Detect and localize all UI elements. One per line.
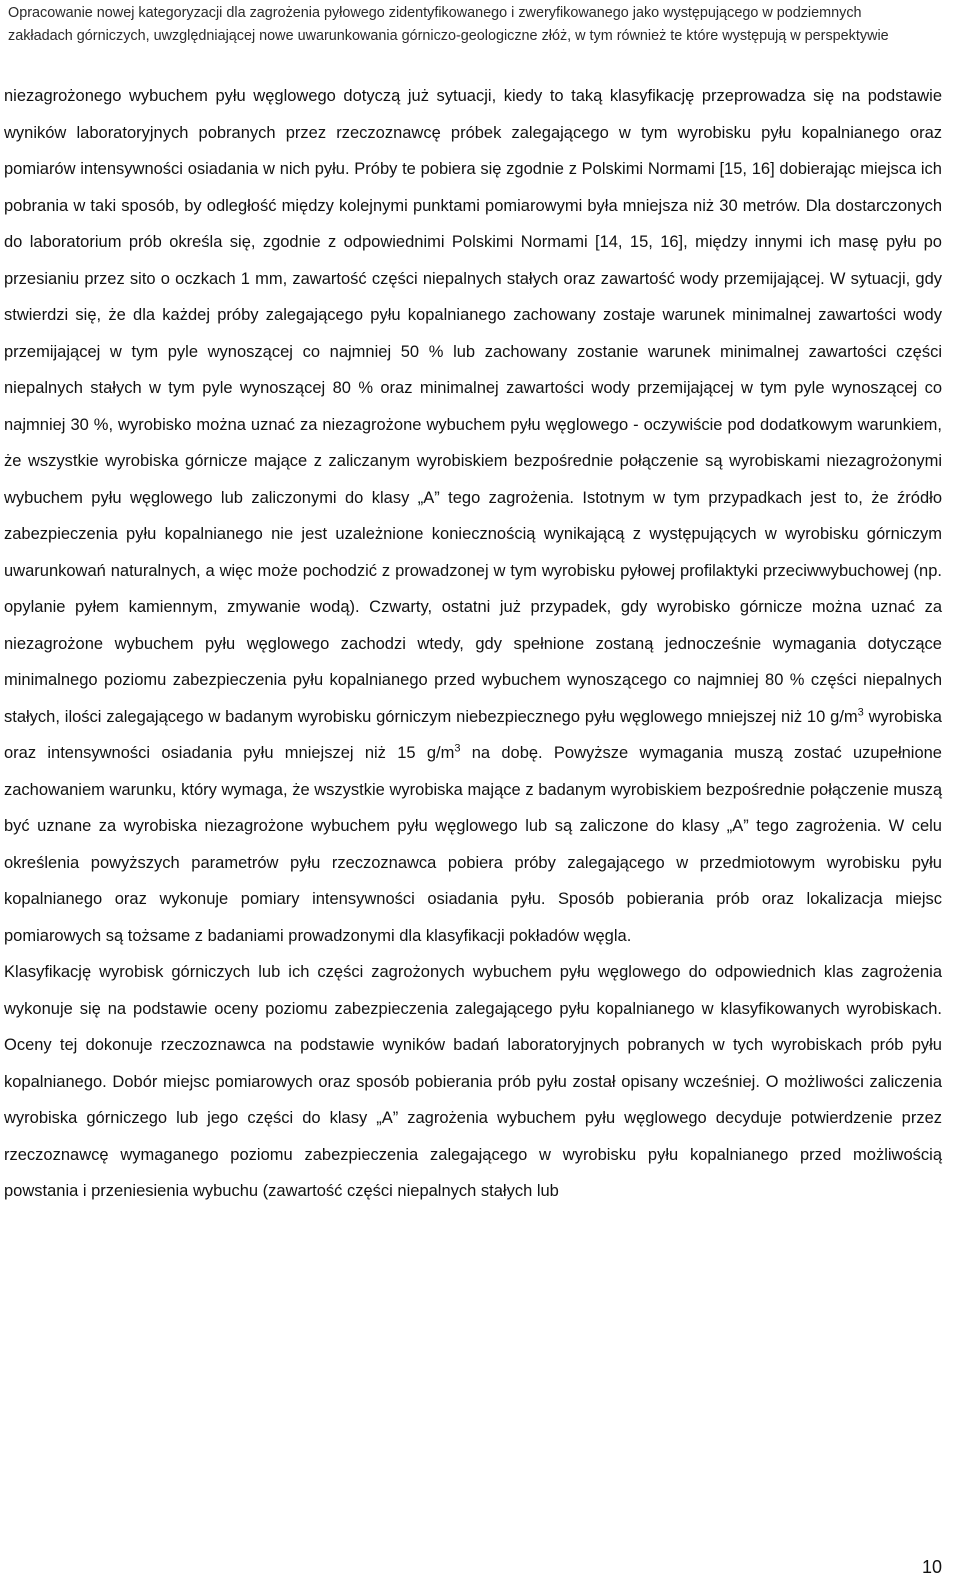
running-header-line-2: zakładach górniczych, uwzględniającej nowe uwarunkowania górniczo-geologiczne złóż, w tym również te które występują w perspektywie: [8, 28, 889, 44]
paragraph-2: Klasyfikację wyrobisk górniczych lub ich części zagrożonych wybuchem pyłu węglowego do odpowiednich klas zagrożenia wykonuje się na podstawie oceny poziomu zabezpieczenia zalegającego pyłu kopalnianego w klasyfikowanych wyrobiskach. Oceny tej dokonuje rzeczoznawca na podstawie wyników badań laboratoryjnych pobranych w tych wyrobiskach prób pyłu kopalnianego. Dobór miejsc pomiarowych oraz sposób pobierania prób pyłu został opisany wcześniej. O możliwości zaliczenia wyrobiska górniczego lub jego części do klasy „A” zagrożenia wybuchem pyłu węglowego decyduje potwierdzenie przez rzeczoznawcę wymaganego poziomu zabezpieczenia zalegającego w wyrobisku pyłu kopalnianego przed możliwością powstania i przeniesienia wybuchu (zawartość części niepalnych stałych lub: [4, 963, 942, 1200]
paragraph-1-text-c: na dobę. Powyższe wymagania muszą zostać uzupełnione zachowaniem warunku, który wymaga, że wszystkie wyrobiska mające z badanym wyrobiskiem bezpośrednie połączenie muszą być uznane za wyrobiska niezagrożone wybuchem pyłu węglowego lub są zaliczone do klasy „A” tego zagrożenia. W celu określenia powyższych parametrów pyłu rzeczoznawca pobiera próby zalegającego w przedmiotowym wyrobisku pyłu kopalnianego oraz wykonuje pomiary intensywności osiadania pyłu. Sposób pobierania prób oraz lokalizacja miejsc pomiarowych są tożsame z badaniami prowadzonymi dla klasyfikacji pokładów węgla.: [4, 744, 942, 945]
running-header: [0, 0, 960, 64]
paragraph-1: [4, 78, 942, 954]
paragraph-1-text-b: wyrobiska oraz intensywności osiadania pyłu mniejszej niż 15 g/m: [4, 707, 942, 762]
running-header-line-1: Opracowanie nowej kategoryzacji dla zagrożenia pyłowego zidentyfikowanego i zweryfikowanego jako występującego w podziemnych: [8, 5, 862, 21]
page-number: 10: [921, 1557, 942, 1577]
document-body: [4, 78, 942, 1210]
superscript-cubic-1: 3: [857, 706, 864, 718]
paragraph-1-text-a: niezagrożonego wybuchem pyłu węglowego dotyczą już sytuacji, kiedy to taką klasyfikację przeprowadza się na podstawie wyników laboratoryjnych pobranych przez rzeczoznawcę próbek zalegającego w tym wyrobisku pyłu kopalnianego oraz pomiarów intensywności osiadania w nich pyłu. Próby te pobiera się zgodnie z Polskimi Normami [15, 16] dobierając miejsca ich pobrania w taki sposób, by odległość między kolejnymi punktami pomiarowymi była mniejsza niż 30 metrów. Dla dostarczonych do laboratorium prób określa się, zgodnie z odpowiednimi Polskimi Normami [14, 15, 16], między innymi ich masę pyłu po przesianiu przez sito o oczkach 1 mm, zawartość części niepalnych stałych oraz zawartość wody przemijającej. W sytuacji, gdy stwierdzi się, że dla każdej próby zalegającego pyłu kopalnianego zachowany zostaje warunek minimalnej zawartości wody przemijającej w tym pyle wynoszącej co najmniej 50 % lub zachowany zostanie warunek minimalnej zawartości części niepalnych stałych w tym pyle wynoszącej 80 % oraz minimalnej zawartości wody przemijającej w tym pyle wynoszącej co najmniej 30 %, wyrobisko można uznać za niezagrożone wybuchem pyłu węglowego - oczywiście pod dodatkowym warunkiem, że wszystkie wyrobiska górnicze mające z zaliczanym wyrobiskiem bezpośrednie połączenie są wyrobiskami niezagrożonymi wybuchem pyłu węglowego lub zaliczonymi do klasy „A” tego zagrożenia. Istotnym w tym przypadkach jest to, że źródło zabezpieczenia pyłu kopalnianego nie jest uzależnione koniecznością wynikającą z występujących w wyrobisku górniczym uwarunkowań naturalnych, a więc może pochodzić z prowadzonej w tym wyrobisku pyłowej profilaktyki przeciwwybuchowej (np. opylanie pyłem kamiennym, zmywanie wodą). Czwarty, ostatni już przypadek, gdy wyrobisko górnicze można uznać za niezagrożone wybuchem pyłu węglowego zachodzi wtedy, gdy spełnione zostaną jednocześnie wymagania dotyczące minimalnego poziomu zabezpieczenia pyłu kopalnianego przed wybuchem wynoszącego co najmniej 80 % części niepalnych stałych, ilości zalegającego w badanym wyrobisku górniczym niebezpiecznego pyłu węglowego mniejszej niż 10 g/m: [4, 87, 942, 726]
superscript-cubic-2: 3: [454, 742, 461, 755]
